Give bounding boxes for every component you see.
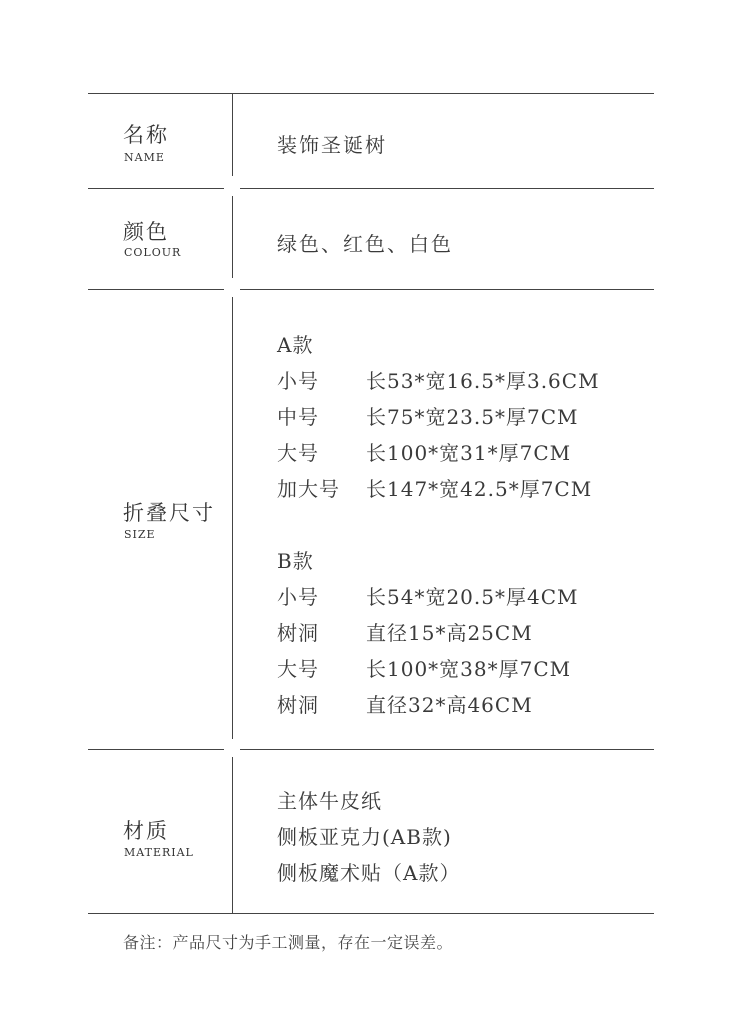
size-a-row [277,365,600,394]
size-group-a-title: A款 [277,333,314,357]
size-a-row [277,437,571,466]
divider-3-right [240,749,654,750]
size-a-row [277,473,592,502]
colour-label-cn: 颜色 [123,220,169,244]
size-a-value: 长53*宽16.5*厚3.6CM [366,369,600,393]
size-a-label: 大号 [277,441,319,465]
size-b-row [277,617,533,646]
size-b-label: 大号 [277,657,319,681]
material-line: 主体牛皮纸 [277,789,382,813]
size-a-row [277,401,579,430]
name-label-en: NAME [124,151,165,164]
divider-top [88,93,654,94]
column-separator-2 [232,196,233,278]
material-label-cn: 材质 [123,819,169,843]
size-b-row [277,581,579,610]
divider-1-left [88,188,224,189]
size-a-value: 长75*宽23.5*厚7CM [366,405,579,429]
size-b-value: 长54*宽20.5*厚4CM [366,585,579,609]
size-b-value: 直径32*高46CM [366,693,533,717]
column-separator-3 [232,297,233,739]
colour-label-en: COLOUR [124,246,182,259]
column-separator-4 [232,757,233,913]
material-label-en: MATERIAL [124,846,194,859]
size-group-b-title: B款 [277,549,314,573]
material-line: 侧板魔术贴（A款） [277,861,461,885]
size-b-label: 树洞 [277,621,319,645]
size-label-cn: 折叠尺寸 [123,501,215,525]
size-b-row [277,653,571,682]
size-b-label: 树洞 [277,693,319,717]
size-a-value: 长100*宽31*厚7CM [366,441,572,465]
column-separator-1 [232,94,233,176]
size-b-value: 直径15*高25CM [366,621,533,645]
footnote: 备注：产品尺寸为手工测量，存在一定误差。 [123,933,454,952]
size-b-row [277,689,533,718]
size-a-label: 中号 [277,405,319,429]
size-a-value: 长147*宽42.5*厚7CM [366,477,593,501]
size-label-en: SIZE [124,528,156,541]
divider-3-left [88,749,224,750]
size-a-label: 加大号 [277,477,340,501]
material-line: 侧板亚克力(AB款) [277,825,452,849]
size-a-label: 小号 [277,369,319,393]
divider-bottom [88,913,654,914]
divider-2-left [88,289,224,290]
divider-1-right [240,188,654,189]
name-value: 装饰圣诞树 [277,133,387,157]
divider-2-right [240,289,654,290]
name-label-cn: 名称 [123,123,169,147]
colour-value: 绿色、红色、白色 [277,232,453,256]
size-b-label: 小号 [277,585,319,609]
size-b-value: 长100*宽38*厚7CM [366,657,572,681]
